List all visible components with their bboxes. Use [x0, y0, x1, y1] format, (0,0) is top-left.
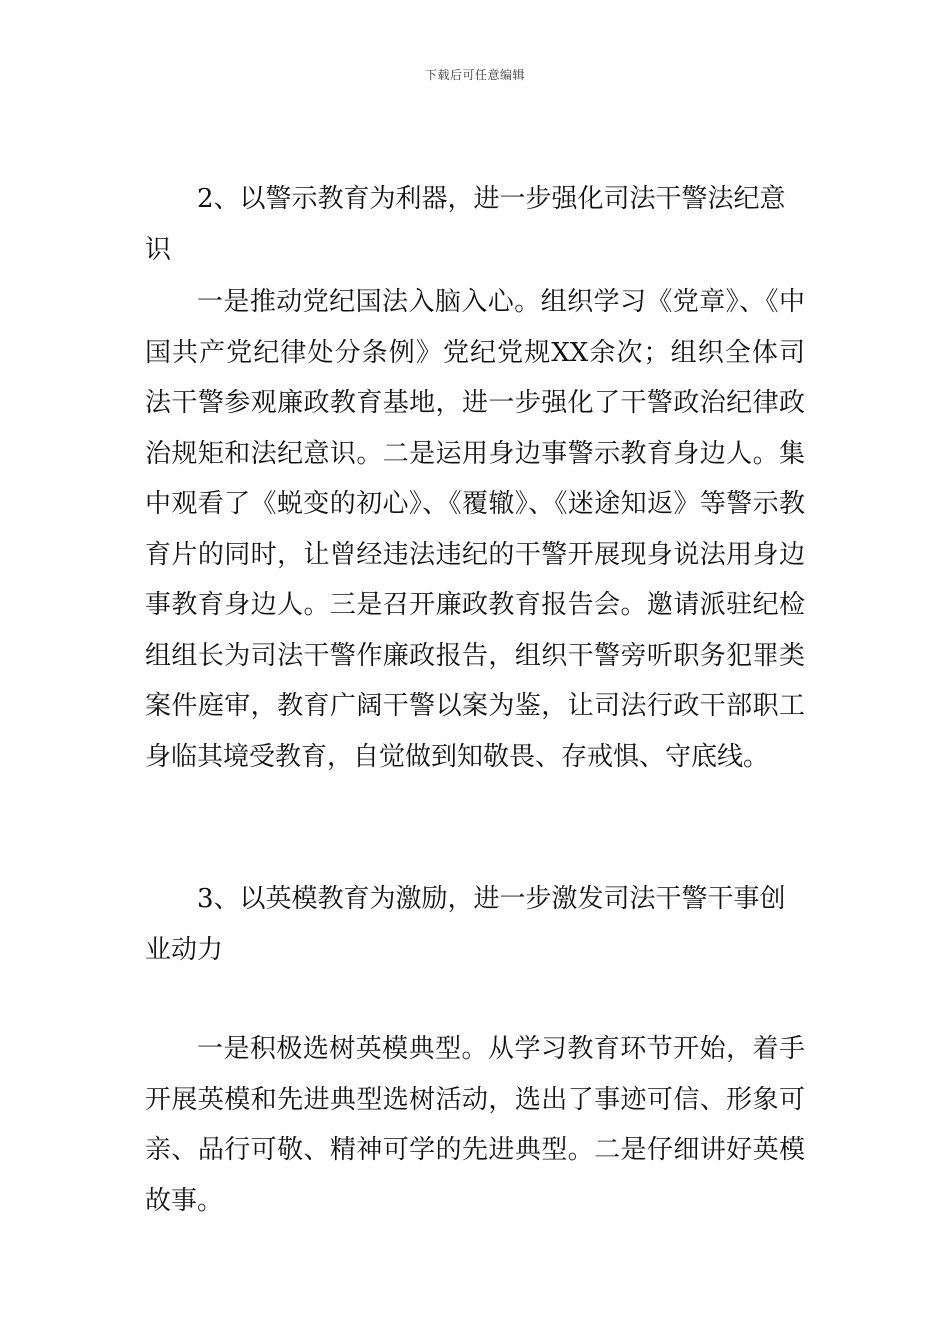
- section-heading-2: 2、以警示教育为利器，进一步强化司法干警法纪意识: [145, 184, 786, 265]
- header-note: 下载后可任意编辑: [424, 68, 525, 82]
- paragraph: 一是推动党纪国法入脑入心。组织学习《党章》、《中国共产党纪律处分条例》党纪党规XX余次；组织全体司法干警参观廉政教育基地，进一步强化了干警政治纪律政治规矩和法纪意识。二是运用身边事警示教育身边人。集中观看了《蜕变的初心》、《覆辙》、《迷途知返》等警示教育片的同时，让曾经违法违纪的干警开展现身说法用身边事教育身边人。三是召开廉政教育报告会。邀请派驻纪检组组长为司法干警作廉政报告，组织干警旁听职务犯罪类案件庭审，教育广阔干警以案为鉴，让司法行政干部职工身临其境受教育，自觉做到知敬畏、存戒惧、守底线。: [145, 287, 805, 772]
- paragraph: 一是积极选树英模典型。从学习教育环节开始，着手开展英模和先进典型选树活动，选出了事迹可信、形象可亲、品行可敬、精神可学的先进典型。二是仔细讲好英模故事。: [145, 1034, 805, 1216]
- section-body-2: [145, 277, 805, 782]
- section-body-3: [145, 1024, 805, 1226]
- section-heading-3: 3、以英模教育为激励，进一步激发司法干警干事创业动力: [145, 884, 786, 965]
